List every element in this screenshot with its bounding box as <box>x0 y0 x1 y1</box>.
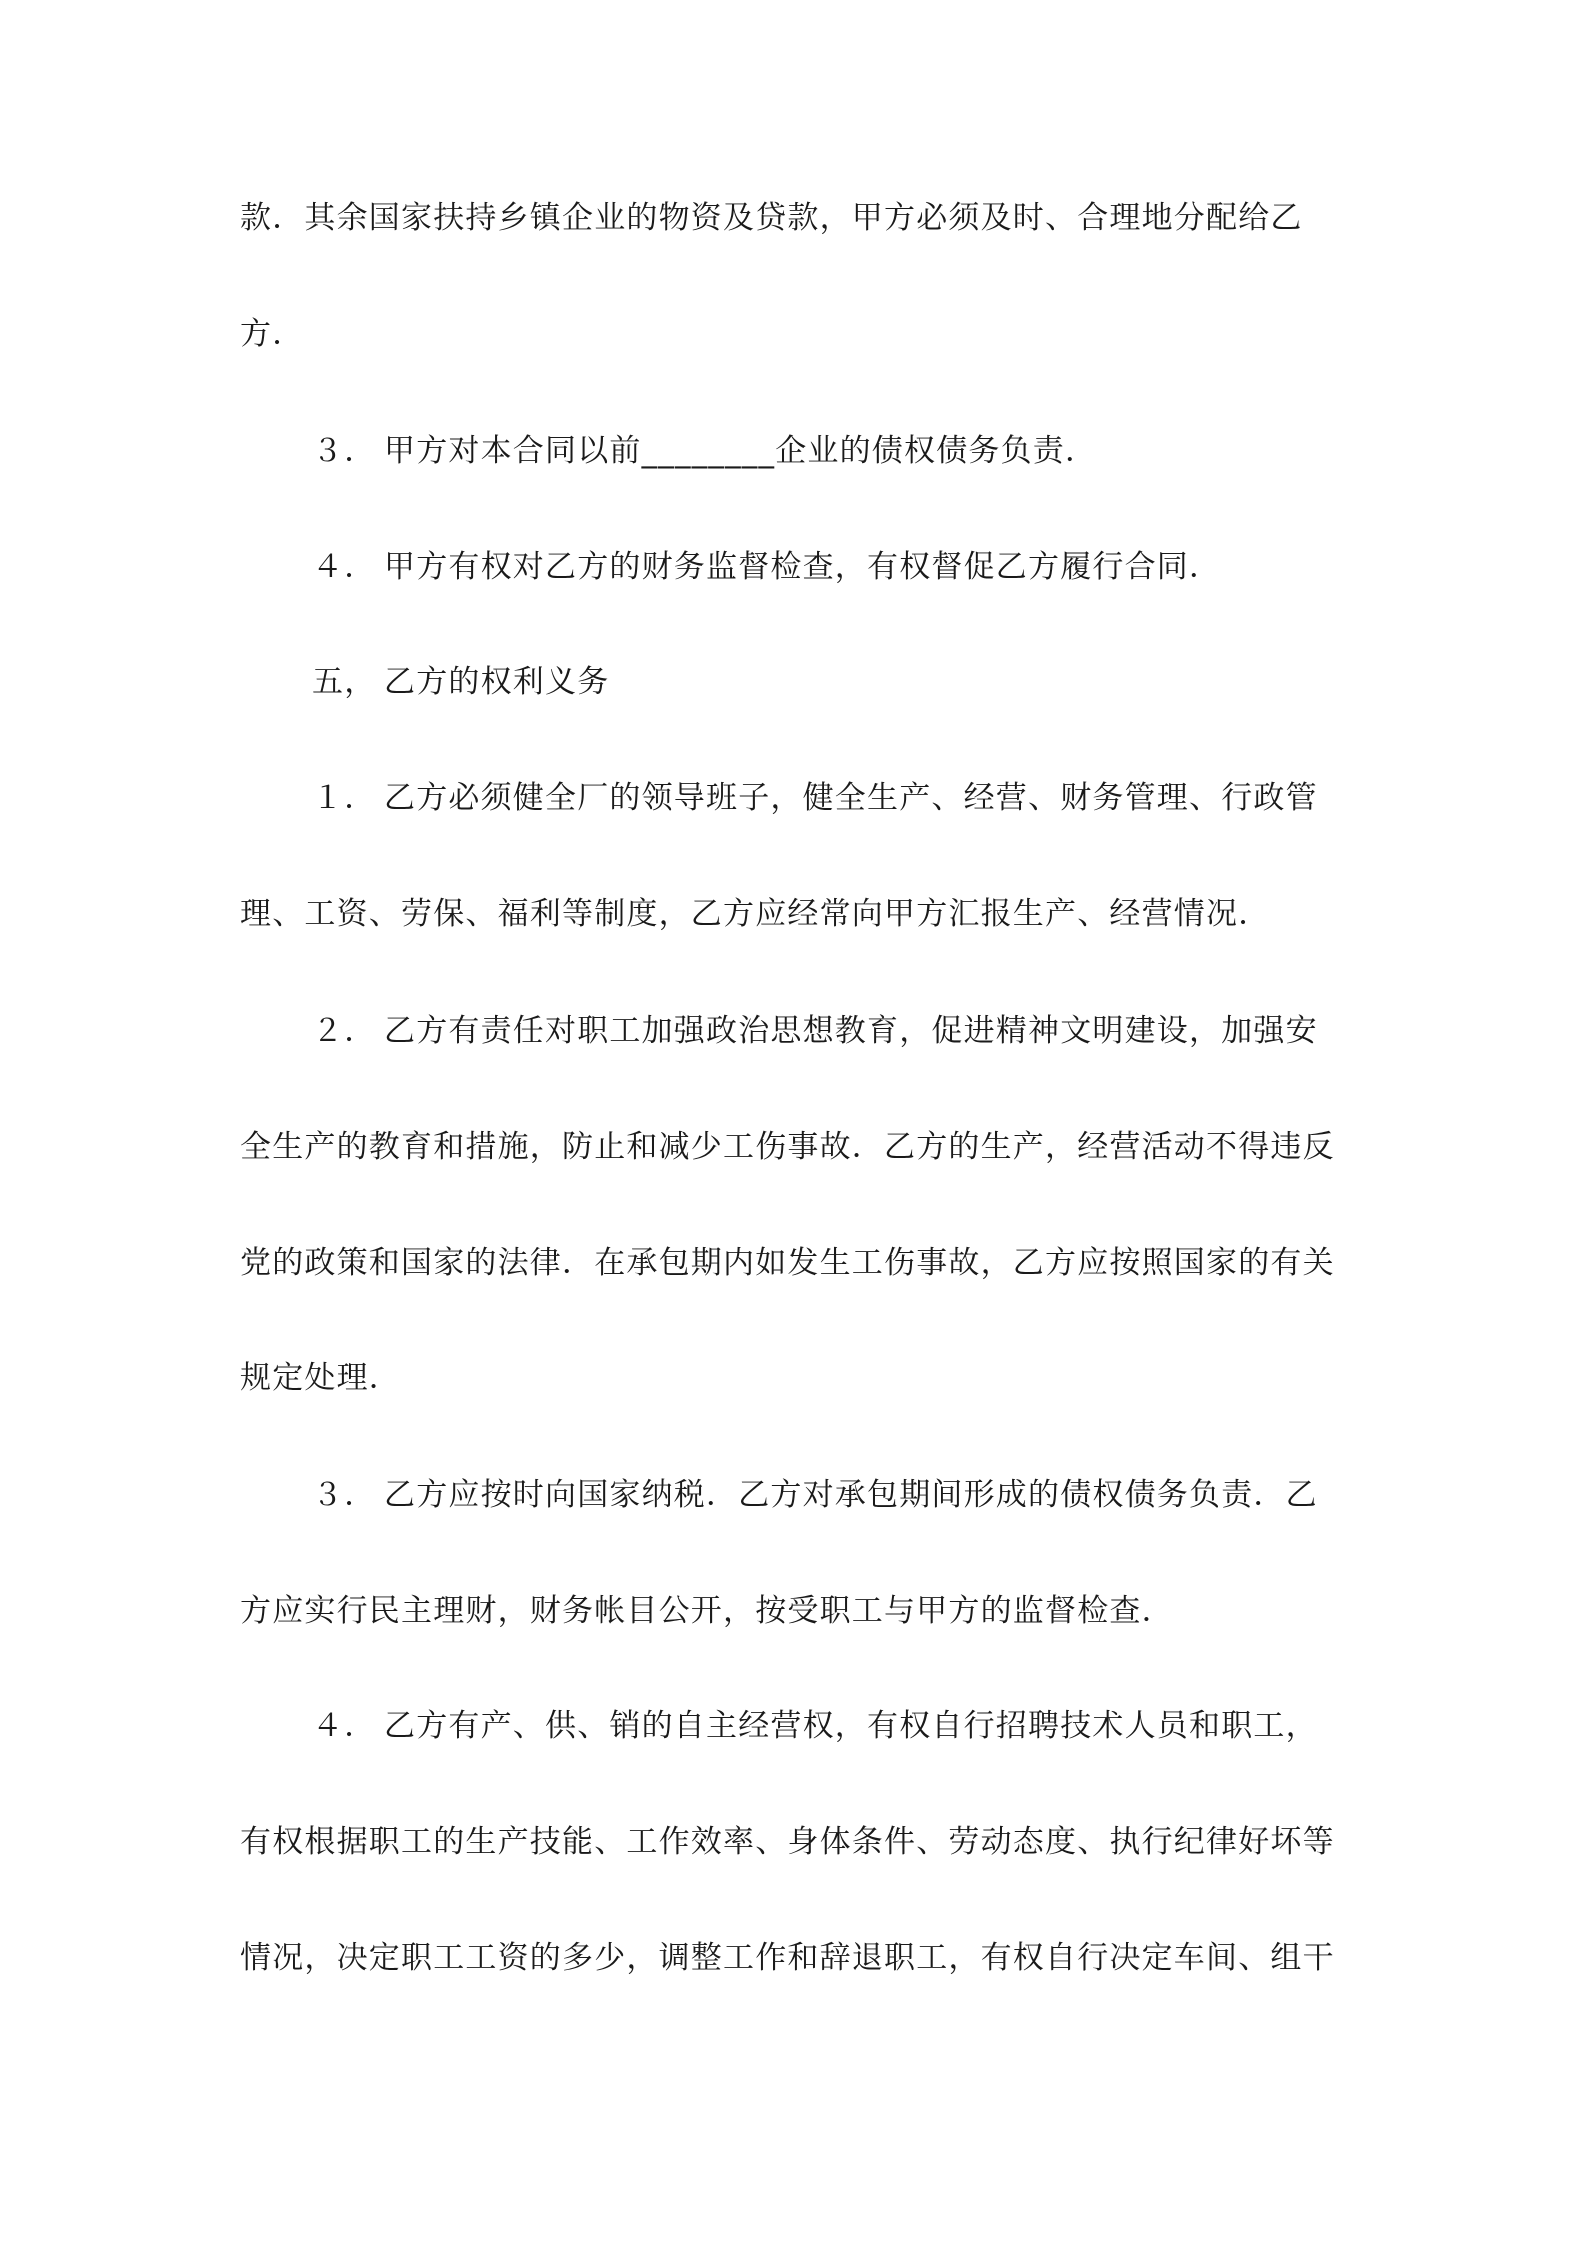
item-number: ４． <box>312 549 377 585</box>
text-line <box>240 1591 1174 1631</box>
text-line <box>240 1243 1335 1283</box>
line-text: 全生产的教育和措施，防止和减少工伤事故．乙方的生产，经营活动不得违反 <box>240 1129 1335 1165</box>
text-line <box>240 314 304 354</box>
section-heading <box>240 662 609 702</box>
line-text: 乙方应按时向国家纳税．乙方对承包期间形成的债权债务负责．乙 <box>384 1477 1318 1513</box>
numbered-line <box>240 1475 1318 1515</box>
line-text: 甲方对本合同以前________企业的债权债务负责． <box>384 433 1098 469</box>
line-text: 方． <box>240 316 305 352</box>
text-line <box>240 1358 401 1398</box>
numbered-line <box>240 431 1097 471</box>
section-number: 五， <box>312 664 377 700</box>
line-text: 乙方有产、供、销的自主经营权，有权自行招聘技术人员和职工， <box>384 1708 1318 1744</box>
text-line <box>240 1938 1335 1978</box>
text-line <box>240 198 1303 238</box>
text-line <box>240 894 1270 934</box>
text-line <box>240 1822 1335 1862</box>
line-text: 甲方有权对乙方的财务监督检查，有权督促乙方履行合同． <box>384 549 1222 585</box>
section-title: 乙方的权利义务 <box>384 664 610 700</box>
line-text: 情况，决定职工工资的多少，调整工作和辞退职工，有权自行决定车间、组干 <box>240 1940 1335 1976</box>
numbered-line <box>240 547 1221 587</box>
line-text: 规定处理． <box>240 1360 401 1396</box>
numbered-line <box>240 1706 1318 1746</box>
item-number: ２． <box>312 1013 377 1049</box>
text-line <box>240 1127 1335 1167</box>
item-number: ３． <box>312 433 377 469</box>
line-text: 款．其余国家扶持乡镇企业的物资及贷款，甲方必须及时、合理地分配给乙 <box>240 200 1303 236</box>
numbered-line <box>240 1011 1318 1051</box>
line-text: 乙方必须健全厂的领导班子，健全生产、经营、财务管理、行政管 <box>384 780 1318 816</box>
item-number: １． <box>312 780 377 816</box>
line-text: 方应实行民主理财，财务帐目公开，按受职工与甲方的监督检查． <box>240 1593 1174 1629</box>
item-number: ４． <box>312 1708 377 1744</box>
line-text: 有权根据职工的生产技能、工作效率、身体条件、劳动态度、执行纪律好坏等 <box>240 1824 1335 1860</box>
line-text: 乙方有责任对职工加强政治思想教育，促进精神文明建设，加强安 <box>384 1013 1318 1049</box>
item-number: ３． <box>312 1477 377 1513</box>
numbered-line <box>240 778 1318 818</box>
line-text: 党的政策和国家的法律．在承包期内如发生工伤事故，乙方应按照国家的有关 <box>240 1245 1335 1281</box>
line-text: 理、工资、劳保、福利等制度，乙方应经常向甲方汇报生产、经营情况． <box>240 896 1271 932</box>
